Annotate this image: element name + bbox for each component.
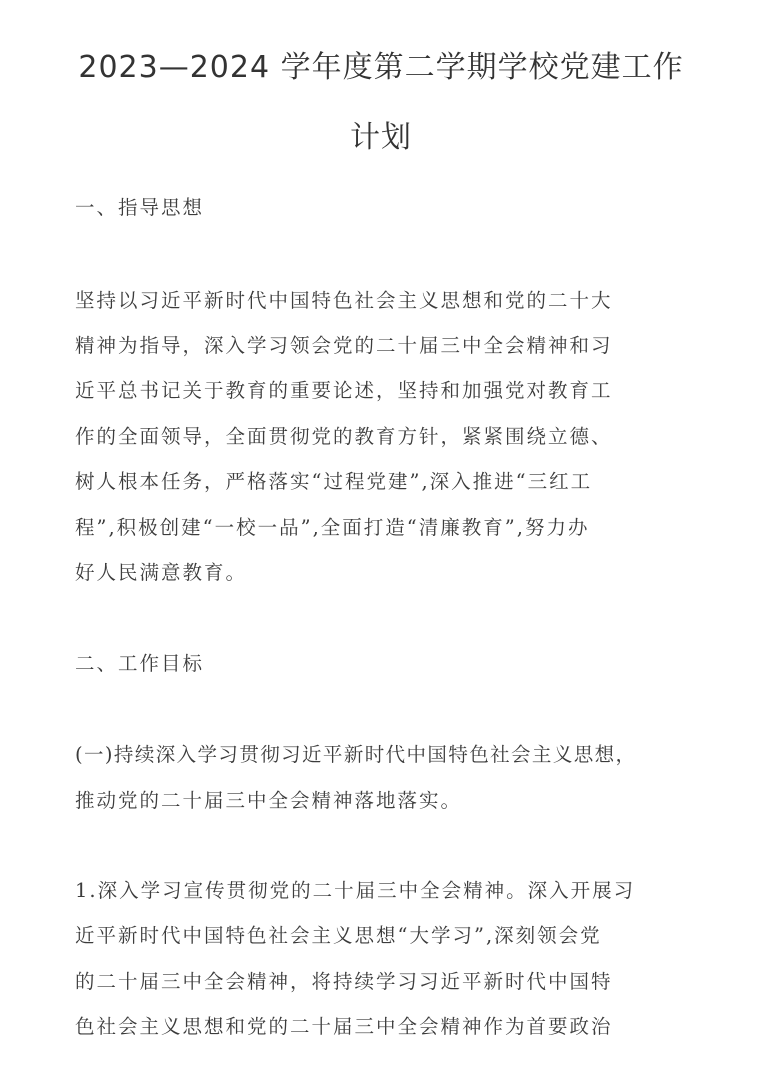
paragraph-line: 色社会主义思想和党的二十届三中全会精神作为首要政治: [75, 1015, 613, 1038]
document-title-line-2: 计划: [350, 120, 412, 155]
paragraph-line: 作的全面领导，全面贯彻党的教育方针，紧紧围绕立德、: [75, 425, 613, 448]
paragraph-line: 近平总书记关于教育的重要论述，坚持和加强党对教育工: [75, 379, 613, 402]
paragraph-line: 近平新时代中国特色社会主义思想“大学习”,深刻领会党: [75, 924, 602, 947]
section-heading-guiding-ideology: 一、指导思想: [75, 196, 205, 219]
paragraph-line: 坚持以习近平新时代中国特色社会主义思想和党的二十大: [75, 289, 613, 312]
paragraph-line: 树人根本任务，严格落实“过程党建”,深入推进“三红工: [75, 470, 593, 493]
paragraph-line: (一)持续深入学习贯彻习近平新时代中国特色社会主义思想，: [75, 743, 637, 766]
paragraph-line: 好人民满意教育。: [75, 561, 248, 584]
paragraph-line: 的二十届三中全会精神，将持续学习习近平新时代中国特: [75, 970, 613, 993]
section-heading-work-goals: 二、工作目标: [75, 652, 205, 675]
paragraph-line: 精神为指导，深入学习领会党的二十届三中全会精神和习: [75, 334, 613, 357]
document-title-line-1: 2023—2024 学年度第二学期学校党建工作: [78, 50, 684, 85]
paragraph-line: 程”,积极创建“一校一品”,全面打造“清廉教育”,努力办: [75, 516, 590, 539]
paragraph-line: 1.深入学习宣传贯彻党的二十届三中全会精神。深入开展习: [75, 879, 636, 902]
paragraph-line: 推动党的二十届三中全会精神落地落实。: [75, 789, 463, 812]
